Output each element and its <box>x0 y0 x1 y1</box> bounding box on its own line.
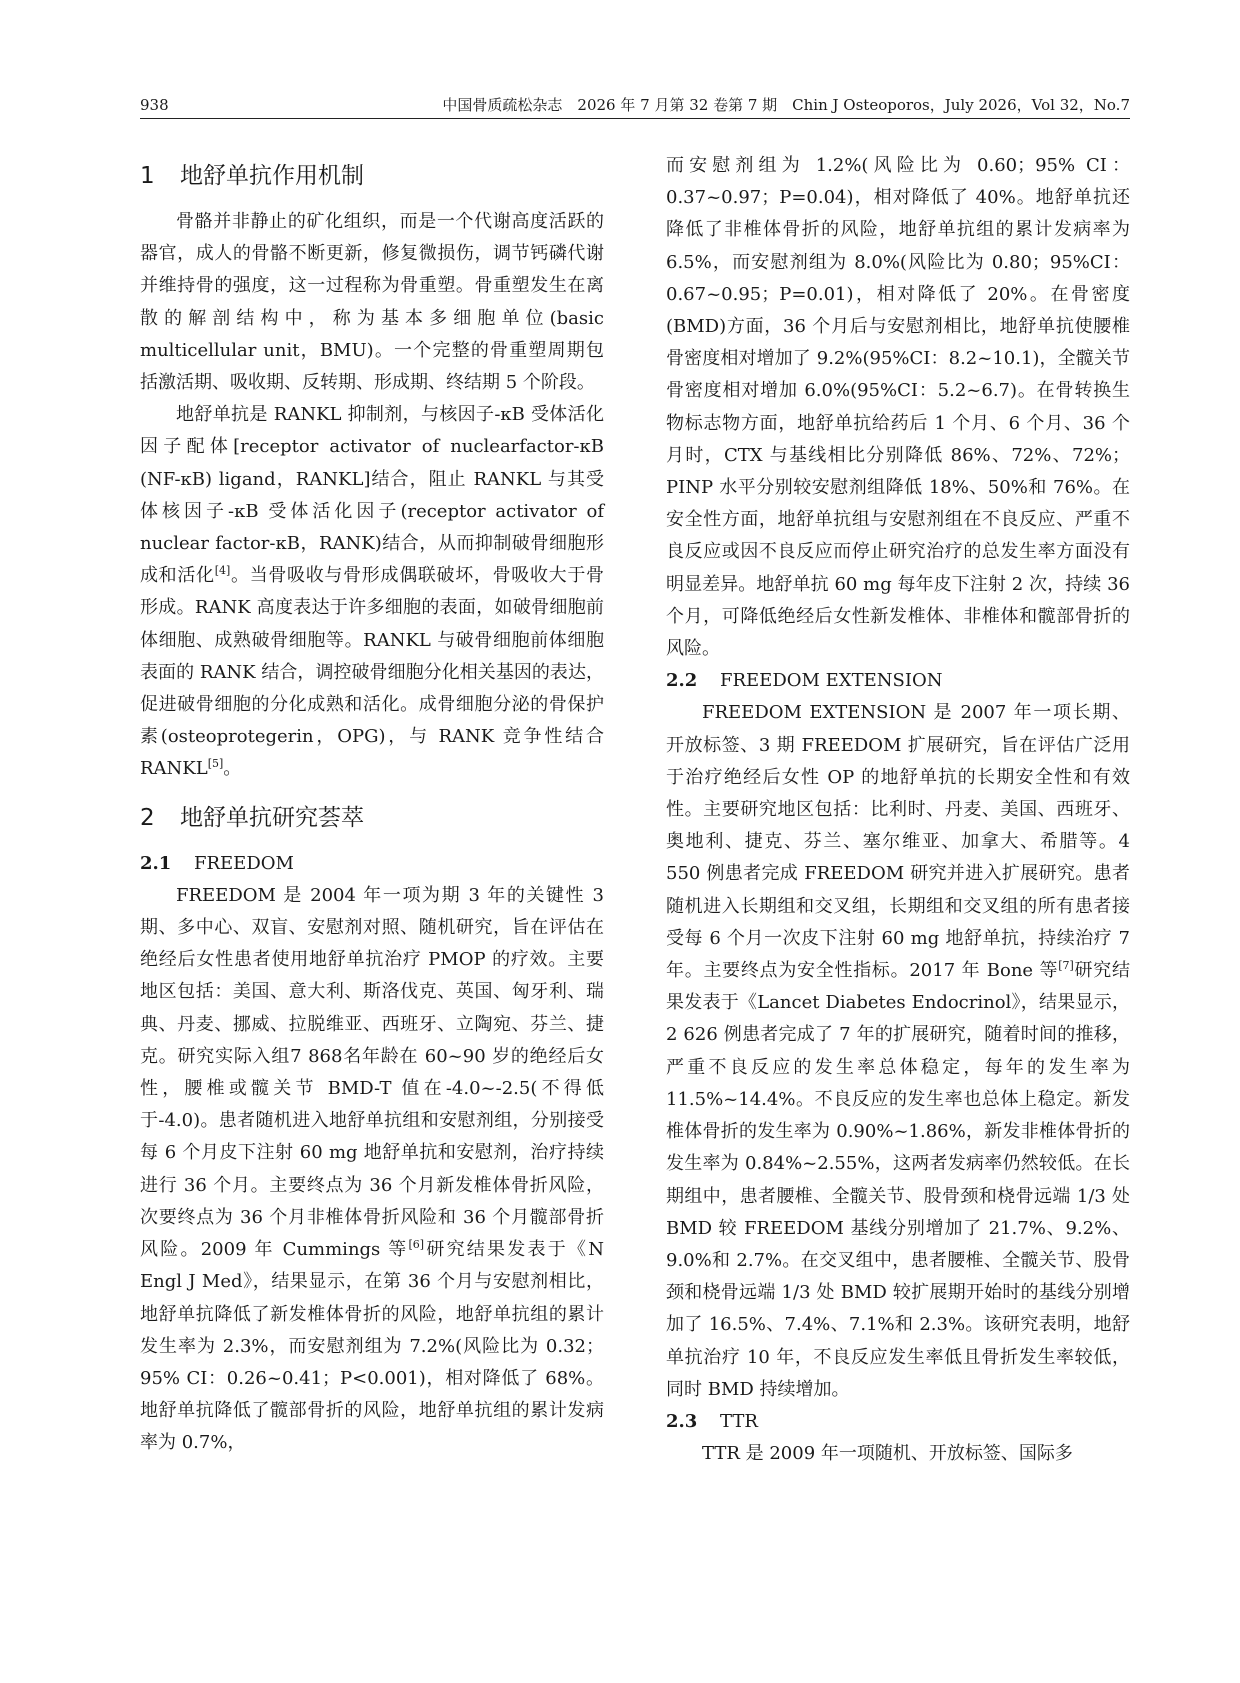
text-run: 研究结果发表于《Lancet Diabetes Endocrinol》，结果显示，2 626 例患者完成了 7 年的扩展研究，随着时间的推移，严重不良反应的发生率总体稳定，每年的发生率为 11.5%~14.4%。不良反应的发生率也总体上稳定。新发椎体骨折的发生率为 0.90%~1.86%，新发非椎体骨折的发生率为 0.84%~2.55%，这两者发病率仍然较低。在长期组中，患者腰椎、全髋关节、股骨颈和桡骨远端 1/3 处 BMD 较 FREEDOM 基线分别增加了 21.7%、9.2%、9.0%和 2.7%。在交叉组中，患者腰椎、全髋关节、股骨颈和桡骨远端 1/3 处 BMD 较扩展期开始时的基线分别增加了 16.5%、7.4%、7.1%和 2.3%。该研究表明，地舒单抗治疗 10 年，不良反应发生率低且骨折发生率较低，同时 BMD 持续增加。 <box>666 960 1130 1400</box>
subsection-number: 2.3 <box>666 1410 698 1432</box>
citation: [5] <box>207 757 224 771</box>
citation: [7] <box>1058 959 1074 973</box>
subsection-heading-2-1 <box>140 848 604 880</box>
subsection-heading-2-2 <box>666 665 1130 697</box>
paragraph <box>140 880 604 1460</box>
text-run: 。当骨吸收与骨形成偶联破坏，骨吸收大于骨形成。RANK 高度表达于许多细胞的表面，如破骨细胞前体细胞、成熟破骨细胞等。RANKL 与破骨细胞前体细胞表面的 RANK 结合，调控破骨细胞分化相关基因的表达，促进破骨细胞的分化成熟和活化。成骨细胞分泌的骨保护素(osteoprotegerin，OPG)，与 RANK 竞争性结合 RANKL <box>140 565 604 780</box>
section-title: 地舒单抗作用机制 <box>180 163 364 189</box>
subsection-heading-2-3 <box>666 1406 1130 1438</box>
section-heading-2 <box>140 800 604 836</box>
page-number: 938 <box>140 96 169 114</box>
section-number: 1 <box>140 163 155 189</box>
right-column <box>666 150 1130 1470</box>
section-heading-1 <box>140 158 604 194</box>
subsection-title: FREEDOM <box>194 852 294 874</box>
section-title: 地舒单抗研究荟萃 <box>180 804 364 831</box>
paragraph: TTR 是 2009 年一项随机、开放标签、国际多 <box>702 1443 1073 1465</box>
paragraph <box>666 697 1130 1405</box>
subsection-number: 2.1 <box>140 852 172 874</box>
text-run: FREEDOM EXTENSION 是 2007 年一项长期、开放标签、3 期 FREEDOM 扩展研究，旨在评估广泛用于治疗绝经后女性 OP 的地舒单抗的长期安全性和有效性。主要研究地区包括：比利时、丹麦、美国、西班牙、奥地利、捷克、芬兰、塞尔维亚、加拿大、希腊等。4 550 例患者完成 FREEDOM 研究并进入扩展研究。患者随机进入长期组和交叉组，长期组和交叉组的所有患者接受每 6 个月一次皮下注射 60 mg 地舒单抗，持续治疗 7 年。主要终点为安全性指标。2017 年 Bone 等 <box>666 702 1130 982</box>
paragraph <box>140 399 604 785</box>
subsection-number: 2.2 <box>666 670 698 692</box>
paragraph: 而安慰剂组为 1.2%(风险比为 0.60；95% CI：0.37~0.97；P=0.04)，相对降低了 40%。地舒单抗还降低了非椎体骨折的风险，地舒单抗组的累计发病率为 6.5%，而安慰剂组为 8.0%(风险比为 0.80；95%CI：0.67~0.95；P=0.01)，相对降低了 20%。在骨密度(BMD)方面，36 个月后与安慰剂相比，地舒单抗使腰椎骨密度相对增加了 9.2%(95%CI：8.2~10.1)，全髋关节骨密度相对增加 6.0%(95%CI：5.2~6.7)。在骨转换生物标志物方面，地舒单抗给药后 1 个月、6 个月、36 个月时，CTX 与基线相比分别降低 86%、72%、72%；PINP 水平分别较安慰剂组降低 18%、50%和 76%。在安全性方面，地舒单抗组与安慰剂组在不良反应、严重不良反应或因不良反应而停止研究治疗的总发生率方面没有明显差异。地舒单抗 60 mg 每年皮下注射 2 次，持续 36 个月，可降低绝经后女性新发椎体、非椎体和髋部骨折的风险。 <box>666 155 1130 660</box>
header-rule <box>140 118 1130 119</box>
citation: [4] <box>214 564 231 578</box>
subsection-title: FREEDOM EXTENSION <box>720 670 943 692</box>
text-run: 研究结果发表于《N Engl J Med》，结果显示，在第 36 个月与安慰剂相比，地舒单抗降低了新发椎体骨折的风险，地舒单抗组的累计发生率为 2.3%，而安慰剂组为 7.2%(风险比为 0.32；95% CI：0.26~0.41；P<0.001)，相对降低了 68%。地舒单抗降低了髋部骨折的风险，地舒单抗组的累计发病率为 0.7%， <box>140 1239 604 1454</box>
citation: [6] <box>408 1238 425 1252</box>
running-header <box>140 92 1130 118</box>
text-run: 地舒单抗是 RANKL 抑制剂，与核因子-κB 受体活化因子配体[receptor activator of nuclearfactor-κB (NF-κB) ligand，RANKL]结合，阻止 RANKL 与其受体核因子-κB 受体活化因子(receptor activator of nuclear factor-κB，RANK)结合，从而抑制破骨细胞形成和活化 <box>140 404 604 587</box>
text-run: FREEDOM 是 2004 年一项为期 3 年的关键性 3 期、多中心、双盲、安慰剂对照、随机研究，旨在评估在绝经后女性患者使用地舒单抗治疗 PMOP 的疗效。主要地区包括：美国、意大利、斯洛伐克、英国、匈牙利、瑞典、丹麦、挪威、拉脱维亚、西班牙、立陶宛、芬兰、捷克。研究实际入组7 868名年龄在 60~90 岁的绝经后女性，腰椎或髋关节 BMD-T 值在-4.0~-2.5(不得低于-4.0)。患者随机进入地舒单抗组和安慰剂组，分别接受每 6 个月皮下注射 60 mg 地舒单抗和安慰剂，治疗持续进行 36 个月。主要终点为 36 个月新发椎体骨折风险，次要终点为 36 个月非椎体骨折风险和 36 个月髋部骨折风险。2009 年 Cummings 等 <box>140 884 604 1261</box>
left-column <box>140 150 604 1460</box>
journal-info: 中国骨质疏松杂志 2026 年 7 月第 32 卷第 7 期 Chin J Osteoporos，July 2026，Vol 32，No.7 <box>442 96 1130 114</box>
text-run: 。 <box>223 758 242 780</box>
section-number: 2 <box>140 804 155 831</box>
subsection-title: TTR <box>720 1410 758 1432</box>
paragraph: 骨骼并非静止的矿化组织，而是一个代谢高度活跃的器官，成人的骨骼不断更新，修复微损伤，调节钙磷代谢并维持骨的强度，这一过程称为骨重塑。骨重塑发生在离散的解剖结构中，称为基本多细胞单位(basic multicellular unit，BMU)。一个完整的骨重塑周期包括激活期、吸收期、反转期、形成期、终结期 5 个阶段。 <box>140 211 604 394</box>
